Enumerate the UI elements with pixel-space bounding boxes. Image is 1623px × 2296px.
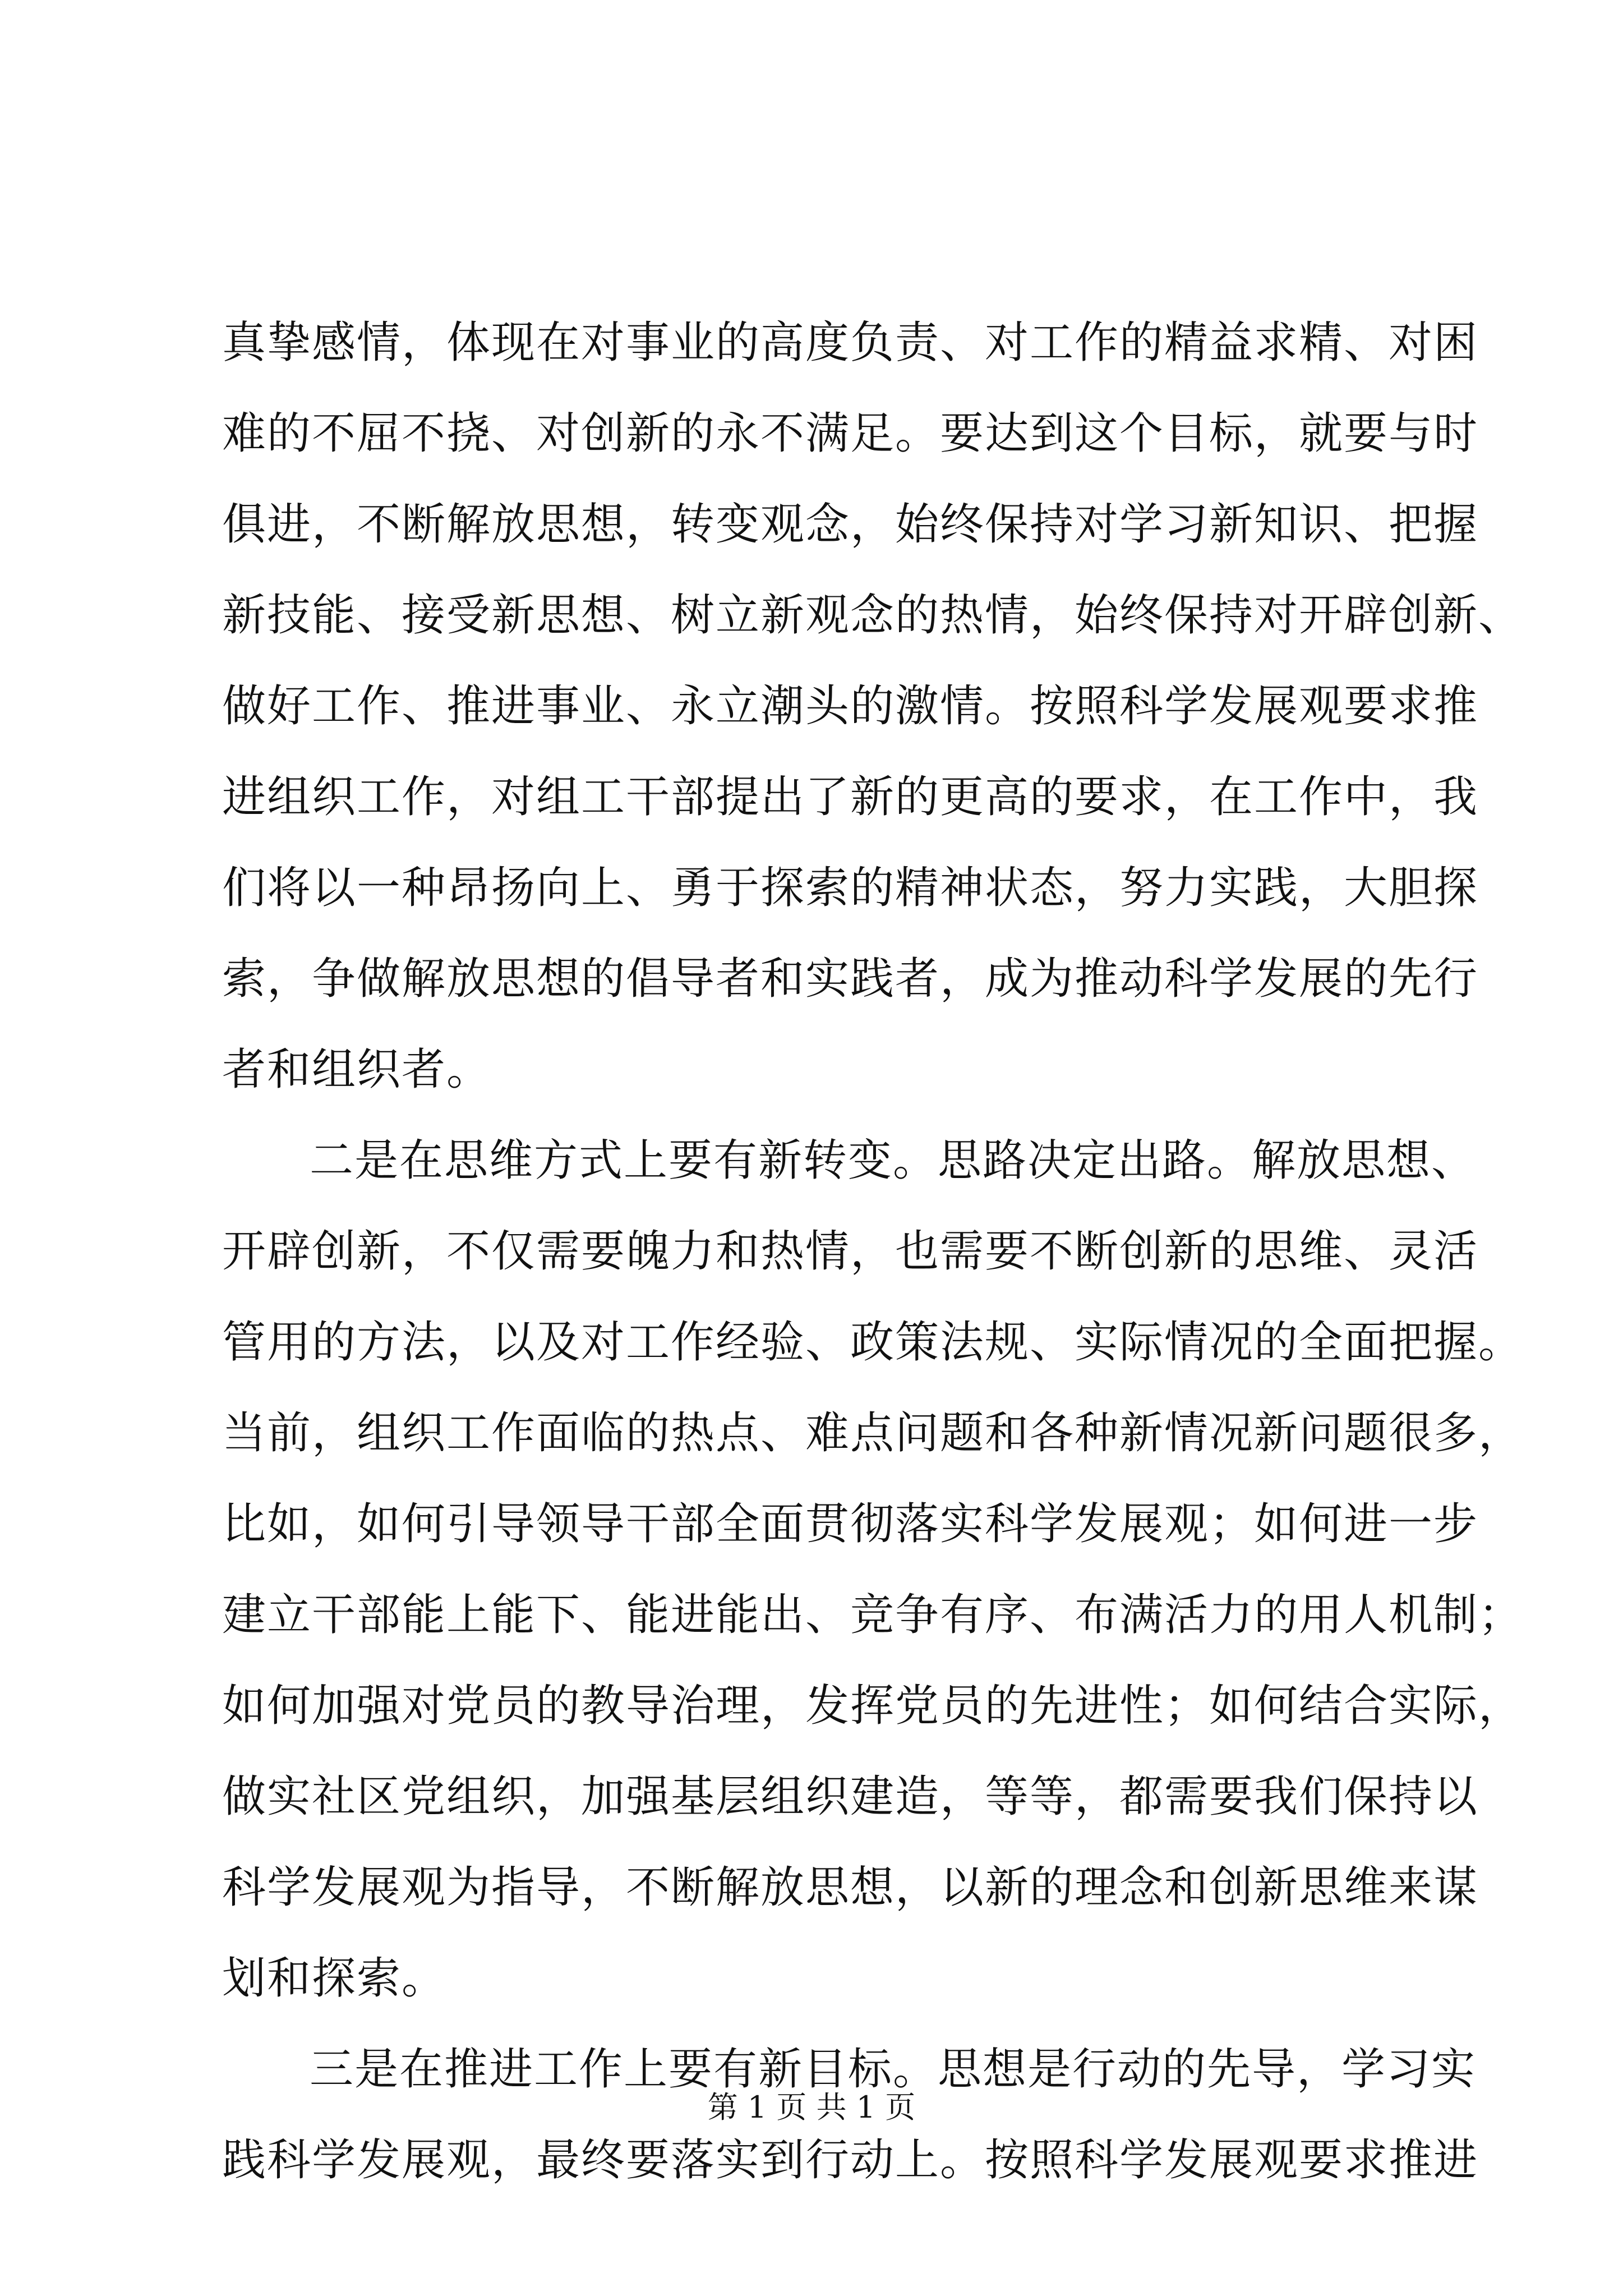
text-line: 践科学发展观，最终要落实到行动上。按照科学发展观要求推进	[222, 2135, 1479, 2185]
text-line: 如何加强对党员的教导治理，发挥党员的先进性；如何结合实际，	[222, 1681, 1524, 1731]
text-line: 新技能、接受新思想、树立新观念的热情，始终保持对开辟创新、	[222, 590, 1524, 641]
text-line: 管用的方法，以及对工作经验、政策法规、实际情况的全面把握。	[222, 1317, 1524, 1368]
text-line: 真挚感情，体现在对事业的高度负责、对工作的精益求精、对困	[222, 318, 1479, 368]
text-line: 进组织工作，对组工干部提出了新的更高的要求，在工作中，我	[222, 772, 1479, 822]
body-text	[222, 297, 1524, 2206]
text-line: 科学发展观为指导，不断解放思想，以新的理念和创新思维来谋	[222, 1862, 1479, 1913]
paragraph-start-line: 三是在推进工作上要有新目标。思想是行动的先导，学习实	[310, 2044, 1477, 2095]
text-line: 俱进，不断解放思想，转变观念，始终保持对学习新知识、把握	[222, 499, 1479, 550]
text-line: 建立干部能上能下、能进能出、竞争有序、布满活力的用人机制；	[222, 1590, 1524, 1640]
text-line: 做好工作、推进事业、永立潮头的激情。按照科学发展观要求推	[222, 681, 1479, 731]
paragraph-start-line: 二是在思维方式上要有新转变。思路决定出路。解放思想、	[310, 1135, 1477, 1186]
text-line: 开辟创新，不仅需要魄力和热情，也需要不断创新的思维、灵活	[222, 1226, 1479, 1277]
text-line: 难的不屈不挠、对创新的永不满足。要达到这个目标，就要与时	[222, 408, 1479, 459]
text-line: 者和组织者。	[222, 1045, 492, 1095]
text-line: 索，争做解放思想的倡导者和实践者，成为推动科学发展的先行	[222, 954, 1479, 1004]
page-footer: 第 1 页 共 1 页	[707, 2090, 916, 2125]
text-line: 比如，如何引导领导干部全面贯彻落实科学发展观；如何进一步	[222, 1499, 1479, 1549]
text-line: 做实社区党组织，加强基层组织建造，等等，都需要我们保持以	[222, 1772, 1479, 1822]
text-line: 当前，组织工作面临的热点、难点问题和各种新情况新问题很多，	[222, 1408, 1524, 1458]
text-line: 划和探索。	[222, 1953, 447, 2004]
text-line: 们将以一种昂扬向上、勇于探索的精神状态，努力实践，大胆探	[222, 863, 1479, 913]
